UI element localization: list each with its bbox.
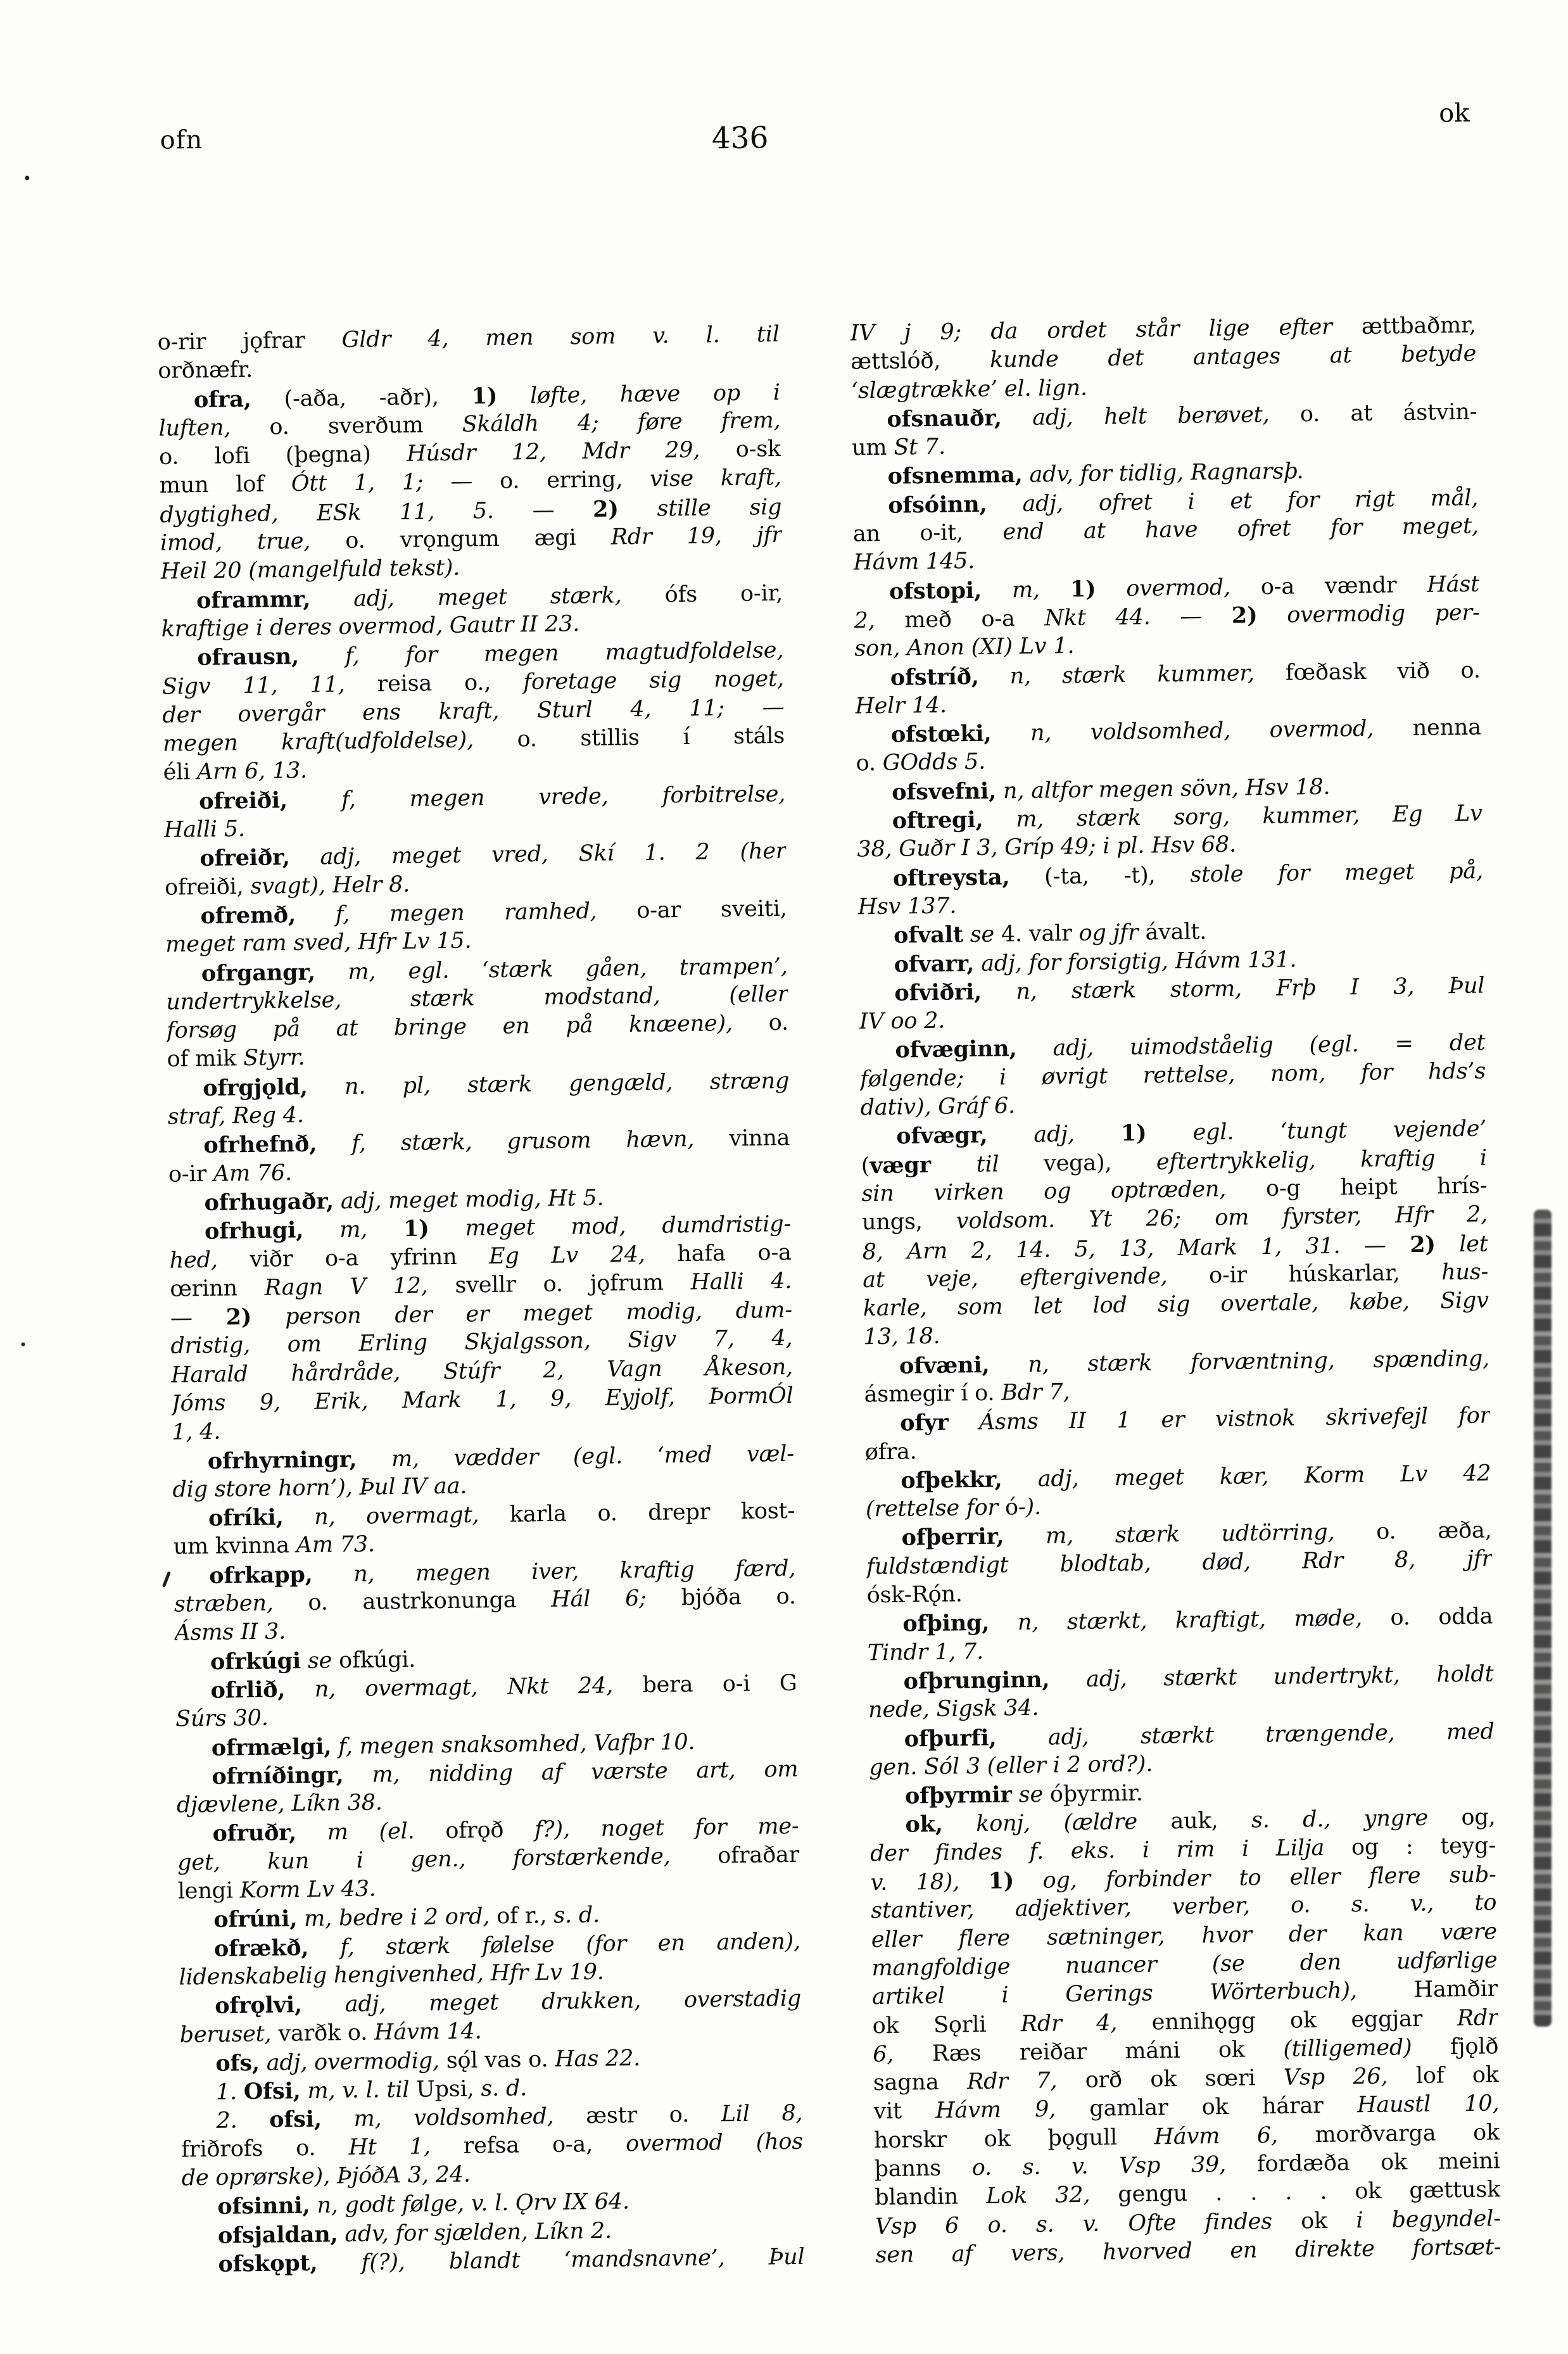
dictionary-line: gen. Sól 3 (eller i 2 ord?). xyxy=(869,1751,1153,1781)
dictionary-line: oftregi, m, stærk sorg, kummer, Eg Lv xyxy=(892,800,1483,834)
dictionary-line: 38, Guðr I 3, Gríp 49; i pl. Hsv 68. xyxy=(857,832,1237,863)
dictionary-line: ofrhugaðr, adj, meget modig, Ht 5. xyxy=(204,1185,604,1216)
dictionary-line: oftreysta, (-ta, -t), stole for meget på, xyxy=(892,858,1484,892)
scan-edge-artifact xyxy=(1534,1210,1552,2027)
header-catchword-right: ok xyxy=(1438,98,1470,129)
dictionary-line: der findes f. eks. i rim i Lilja og : teyg- xyxy=(869,1833,1496,1867)
dictionary-line: ofvæginn, adj, uimodståelig (egl. = det xyxy=(895,1030,1486,1064)
dictionary-line: Harald hårdråde, Stúfr 2, Vagn Åkeson, xyxy=(170,1354,793,1388)
dictionary-line: ofrgangr, m, egl. ‘stærk gåen, trampen’, xyxy=(201,953,788,987)
dictionary-line: ofrǫlvi, adj, meget drukken, overstadig xyxy=(214,1985,802,2020)
dictionary-line: blandin Lok 32, gengu . . . . ok gættusk xyxy=(874,2177,1501,2211)
dictionary-line: ‘slægtrække’ el. lign. xyxy=(850,375,1087,404)
dictionary-line: ofþurfi, adj, stærkt trængende, med xyxy=(904,1718,1495,1752)
dictionary-line: sin virken og optræden, o-g heipt hrís- xyxy=(861,1173,1488,1207)
dictionary-line: at veje, eftergivende, o-ir húskarlar, hus- xyxy=(862,1259,1489,1293)
dictionary-line: ofyr Ásms II 1 er vistnok skrivefejl for xyxy=(899,1403,1491,1436)
dictionary-line: IV j 9; da ordet står lige efter ættbaðmr, xyxy=(850,312,1476,346)
dictionary-line: ofvægr, adj, 1) egl. ‘tungt vejende’ xyxy=(896,1116,1487,1149)
dictionary-line: imod, true, o. vrǫngum ægi Rdr 19, jfr xyxy=(160,522,783,556)
dictionary-line: ofreiði, svagt), Helr 8. xyxy=(164,871,410,901)
dictionary-line: artikel i Gerings Wörterbuch), Hamðir xyxy=(871,1976,1498,2010)
dictionary-line: um St 7. xyxy=(851,434,946,461)
dictionary-line: friðrofs o. Ht 1, refsa o-a, overmod (hos xyxy=(180,2129,804,2163)
dictionary-line: 8, Arn 2, 14. 5, 13, Mark 1, 31. — 2) let xyxy=(862,1231,1488,1265)
dictionary-line: ofstopi, m, 1) overmod, o-a vændr Hást xyxy=(888,571,1480,605)
dictionary-line: Jóms 9, Erik, Mark 1, 9, Eyjolf, ÞormÓl xyxy=(171,1383,793,1417)
dictionary-line: stantiver, adjektiver, verber, o. s. v., to xyxy=(871,1890,1497,1924)
dictionary-line: þanns o. s. v. Vsp 39, fordæða ok meini xyxy=(874,2148,1500,2182)
dictionary-line: ok Sǫrli Rdr 4, ennihǫgg ok eggjar Rdr xyxy=(872,2004,1498,2039)
dictionary-line: ofþrunginn, adj, stærkt undertrykt, holdt xyxy=(903,1661,1494,1695)
page-number: 436 xyxy=(711,120,769,156)
dictionary-line: dativ), Gráf 6. xyxy=(860,1093,1016,1121)
dictionary-line: ofstœki, n, voldsomhed, overmod, nenna xyxy=(890,714,1482,748)
dictionary-line: Hsv 137. xyxy=(857,893,957,920)
dictionary-line: karle, som let lod sig overtale, købe, Sigv xyxy=(863,1288,1489,1322)
dictionary-line: ofþekkr, adj, meget kær, Korm Lv 42 xyxy=(901,1460,1491,1494)
dictionary-line: ofrhugi, m, 1) meget mod, dumdristig- xyxy=(204,1212,792,1245)
dictionary-line: hed, viðr o-a yfrinn Eg Lv 24, hafa o-a xyxy=(169,1239,792,1274)
dictionary-line: 6, Ræs reiðar máni ok (tilligemed) fjǫlð xyxy=(872,2034,1499,2068)
dictionary-line: dygtighed, ESk 11, 5. — 2) stille sig xyxy=(160,494,782,528)
dictionary-line: ofþing, n, stærkt, kraftigt, møde, o. odda xyxy=(902,1604,1493,1637)
dictionary-line: nede, Sigsk 34. xyxy=(868,1695,1039,1723)
dictionary-line: orðnæfr. xyxy=(158,357,253,384)
dictionary-line: 2. ofsi, m, voldsomhed, æstr o. Lil 8, xyxy=(216,2101,803,2134)
dictionary-line: son, Anon (XI) Lv 1. xyxy=(854,633,1075,662)
dictionary-line: de oprørske), ÞjóðA 3, 24. xyxy=(181,2161,471,2191)
header-catchword-left: ofn xyxy=(160,125,203,155)
dictionary-line: ofstríð, n, stærk kummer, fœðask við o. xyxy=(890,657,1481,691)
left-column xyxy=(157,320,804,2279)
dictionary-line: eller flere sætninger, hvor der kan være xyxy=(871,1918,1498,1952)
dictionary-line: ofremð, f, megen ramhed, o-ar sveiti, xyxy=(200,895,787,929)
dictionary-line: ungs, voldsom. Yt 26; om fyrster, Hfr 2, xyxy=(861,1201,1488,1236)
dictionary-line: horskr ok þǫgull Hávm 6, morðvarga ok xyxy=(873,2120,1500,2153)
dictionary-line: éli Arn 6, 13. xyxy=(163,758,308,786)
dictionary-line: straf, Reg 4. xyxy=(167,1102,305,1130)
dictionary-line: ásmegir í o. Bdr 7, xyxy=(864,1379,1070,1408)
dictionary-line: øfra. xyxy=(864,1438,917,1465)
dictionary-line: mun lof Ótt 1, 1; — o. erring, vise kraft, xyxy=(159,465,781,499)
dictionary-line: undertrykkelse, stærk modstand, (eller xyxy=(166,981,788,1015)
dictionary-line: um kvinna Am 73. xyxy=(173,1531,376,1560)
dictionary-line: ofsjaldan, adv, for sjælden, Líkn 2. xyxy=(217,2218,612,2249)
dictionary-line: œrinn Ragn V 12, svellr o. jǫfrum Halli 4. xyxy=(170,1268,792,1302)
dictionary-line: 1, 4. xyxy=(172,1419,221,1445)
ink-speckle xyxy=(25,175,29,180)
dictionary-line: ofrhefnð, f, stærk, grusom hævn, vinna xyxy=(203,1125,790,1159)
dictionary-line: lengi Korm Lv 43. xyxy=(177,1876,376,1904)
dictionary-line: ofþerrir, m, stærk udtörring, o. æða, xyxy=(901,1517,1492,1552)
dictionary-line: ofvarr, adj, for forsigtig, Hávm 131. xyxy=(894,946,1297,978)
dictionary-line: ofrníðingr, m, nidding af værste art, om xyxy=(212,1756,799,1790)
dictionary-line: Heil 20 (mangelfuld tekst). xyxy=(160,555,460,585)
dictionary-line: ofrausn, f, for megen magtudfoldelse, xyxy=(197,638,784,671)
dictionary-line: megen kraft(udfoldelse), o. stillis í stáls xyxy=(162,723,785,757)
dictionary-line: mangfoldige nuancer (se den udførlige xyxy=(871,1947,1498,1982)
dictionary-line: dristig, om Erling Skjalgsson, Sigv 7, 4, xyxy=(170,1326,793,1360)
dictionary-line: djævlene, Líkn 38. xyxy=(176,1790,383,1818)
dictionary-line: kraftige i deres overmod, Gautr II 23. xyxy=(161,611,580,642)
dictionary-line: — 2) person der er meget modig, dum- xyxy=(170,1297,793,1331)
dictionary-line: sen af vers, hvorved en direkte fortsæt- xyxy=(875,2234,1502,2269)
dictionary-line: (vægr til vega), eftertrykkelig, kraftig i xyxy=(861,1145,1488,1179)
dictionary-line: (rettelse for ó-). xyxy=(865,1494,1042,1522)
dictionary-line: ofvæni, n, stærk forvæntning, spænding, xyxy=(899,1346,1490,1379)
dictionary-line: o-rir jǫfrar Gldr 4, men som v. l. til xyxy=(157,321,780,355)
dictionary-line: ósk-Rǫ́n. xyxy=(866,1581,963,1609)
dictionary-line: ofrkúgi se ofkúgi. xyxy=(210,1647,416,1675)
dictionary-line: dig store horn’), Þul IV aa. xyxy=(172,1473,467,1503)
dictionary-line: o. lofi (þegna) Húsdr 12, Mdr 29, o-sk xyxy=(158,436,781,471)
dictionary-line: 1. Ofsi, m, v. l. til Upsi, s. d. xyxy=(215,2075,528,2105)
dictionary-line: beruset, varðk o. Hávm 14. xyxy=(179,2018,482,2048)
dictionary-line: ofrgjǫld, n. pl, stærk gengæld, stræng xyxy=(202,1068,790,1101)
dictionary-line: Súrs 30. xyxy=(175,1705,269,1732)
dictionary-line: 13, 18. xyxy=(863,1324,940,1350)
dictionary-line: ofvalt se 4. valr og jfr ávalt. xyxy=(893,919,1207,949)
dictionary-line: ofs, adj, overmodig, sǫ́l vas o. Has 22. xyxy=(215,2045,641,2077)
dictionary-line: ofra, (-aða, -aðr), 1) løfte, hæve op i xyxy=(193,379,781,413)
dictionary-line: of mik Styrr. xyxy=(167,1045,305,1073)
dictionary-line: ættslóð, kunde det antages at betyde xyxy=(850,341,1477,375)
dictionary-line: ofsnauðr, adj, helt berøvet, o. at ástvin- xyxy=(887,399,1477,433)
dictionary-line: ofsinni, n, godt følge, v. l. Ǫrv IX 64. xyxy=(217,2189,630,2220)
right-column xyxy=(850,312,1501,2270)
ink-speckle xyxy=(21,1343,25,1346)
dictionary-line: Tindr 1, 7. xyxy=(867,1638,984,1666)
dictionary-line: forsøg på at bringe en på knæene), o. xyxy=(166,1010,789,1044)
dictionary-line: ofsnemma, adv, for tidlig, Ragnarsþ. xyxy=(887,459,1304,490)
dictionary-line: Helr 14. xyxy=(855,692,947,719)
dictionary-line: ofríki, n, overmagt, karla o. drepr kost- xyxy=(208,1498,795,1532)
dictionary-line: ofsvefni, n, altfor megen sövn, Hsv 18. xyxy=(891,774,1331,806)
dictionary-line: Sigv 11, 11, reisa o., foretage sig noget, xyxy=(161,666,785,700)
dictionary-line: o-ir Am 76. xyxy=(168,1160,293,1187)
dictionary-line: vit Hávm 9, gamlar ok hárar Haustl 10, xyxy=(873,2091,1500,2125)
dictionary-line: der overgår ens kraft, Sturl 4, 11; — xyxy=(162,694,785,728)
dictionary-line: følgende; i øvrigt rettelse, nom, for hds’s xyxy=(859,1058,1486,1092)
dictionary-line: ofsóinn, adj, ofret i et for rigt mål, xyxy=(887,485,1479,519)
dictionary-line: Halli 5. xyxy=(163,816,245,843)
dictionary-line: meget ram sved, Hfr Lv 15. xyxy=(165,928,472,958)
dictionary-line: ofrmælgi, f, megen snaksomhed, Vafþr 10. xyxy=(211,1729,695,1761)
dictionary-line: Vsp 6 o. s. v. Ofte findes ok i begyndel- xyxy=(875,2205,1501,2239)
dictionary-line: ofrhyrningr, m, vædder (egl. ‘med væl- xyxy=(207,1441,795,1474)
dictionary-line: stræben, o. austrkonunga Hál 6; bjóða o. xyxy=(174,1583,797,1617)
dictionary-line: get, kun i gen., forstærkende, ofraðar xyxy=(177,1842,800,1876)
dictionary-line: ofviðri, n, stærk storm, Frþ I 3, Þul xyxy=(894,973,1485,1006)
dictionary-line: ofrkapp, n, megen iver, kraftig færd, xyxy=(209,1555,796,1589)
dictionary-line: ofreiðr, adj, meget vred, Skí 1. 2 (her xyxy=(199,838,787,872)
ink-speckle xyxy=(162,1571,171,1588)
dictionary-line: v. 18), 1) og, forbinder to eller flere sub- xyxy=(870,1862,1496,1896)
dictionary-line: ofrlið, n, overmagt, Nkt 24, bera o-i G xyxy=(210,1670,797,1704)
dictionary-line: an o-it, end at have ofret for meget, xyxy=(852,513,1479,547)
dictionary-line: ofruðr, m (el. ofrǫð f?), noget for me- xyxy=(212,1814,799,1847)
dictionary-line: o. GOdds 5. xyxy=(856,749,986,776)
dictionary-line: Ásms II 3. xyxy=(174,1619,286,1647)
dictionary-line: lidenskabelig hengivenhed, Hfr Lv 19. xyxy=(179,1959,604,1990)
dictionary-line: sagna Rdr 7, orð ok sœri Vsp 26, lof ok xyxy=(873,2062,1500,2096)
dictionary-line: ofþyrmir se óþyrmir. xyxy=(904,1780,1143,1809)
dictionary-line: IV oo 2. xyxy=(859,1008,945,1035)
dictionary-line: ofrækð, f, stærk følelse (for en anden), xyxy=(213,1928,801,1962)
dictionary-line: luften, o. sverðum Skáldh 4; føre frem, xyxy=(158,407,781,441)
dictionary-line: oframmr, adj, meget stærk, ófs o-ir, xyxy=(196,580,783,614)
dictionary-line: ofrúni, m, bedre i 2 ord, of r., s. d. xyxy=(213,1902,600,1933)
dictionary-line: ofreiði, f, megen vrede, forbitrelse, xyxy=(198,781,786,814)
dictionary-line: ok, konj, (ældre auk, s. d., yngre og, xyxy=(905,1804,1496,1838)
dictionary-line: Hávm 145. xyxy=(853,548,975,576)
dictionary-line: fuldstændigt blodtab, død, Rdr 8, jfr xyxy=(866,1546,1493,1580)
dictionary-line: ofskǫpt, f(?), blandt ‘mandsnavne’, Þul xyxy=(218,2244,805,2277)
dictionary-line: 2, með o-a Nkt 44. — 2) overmodig per- xyxy=(854,600,1480,634)
